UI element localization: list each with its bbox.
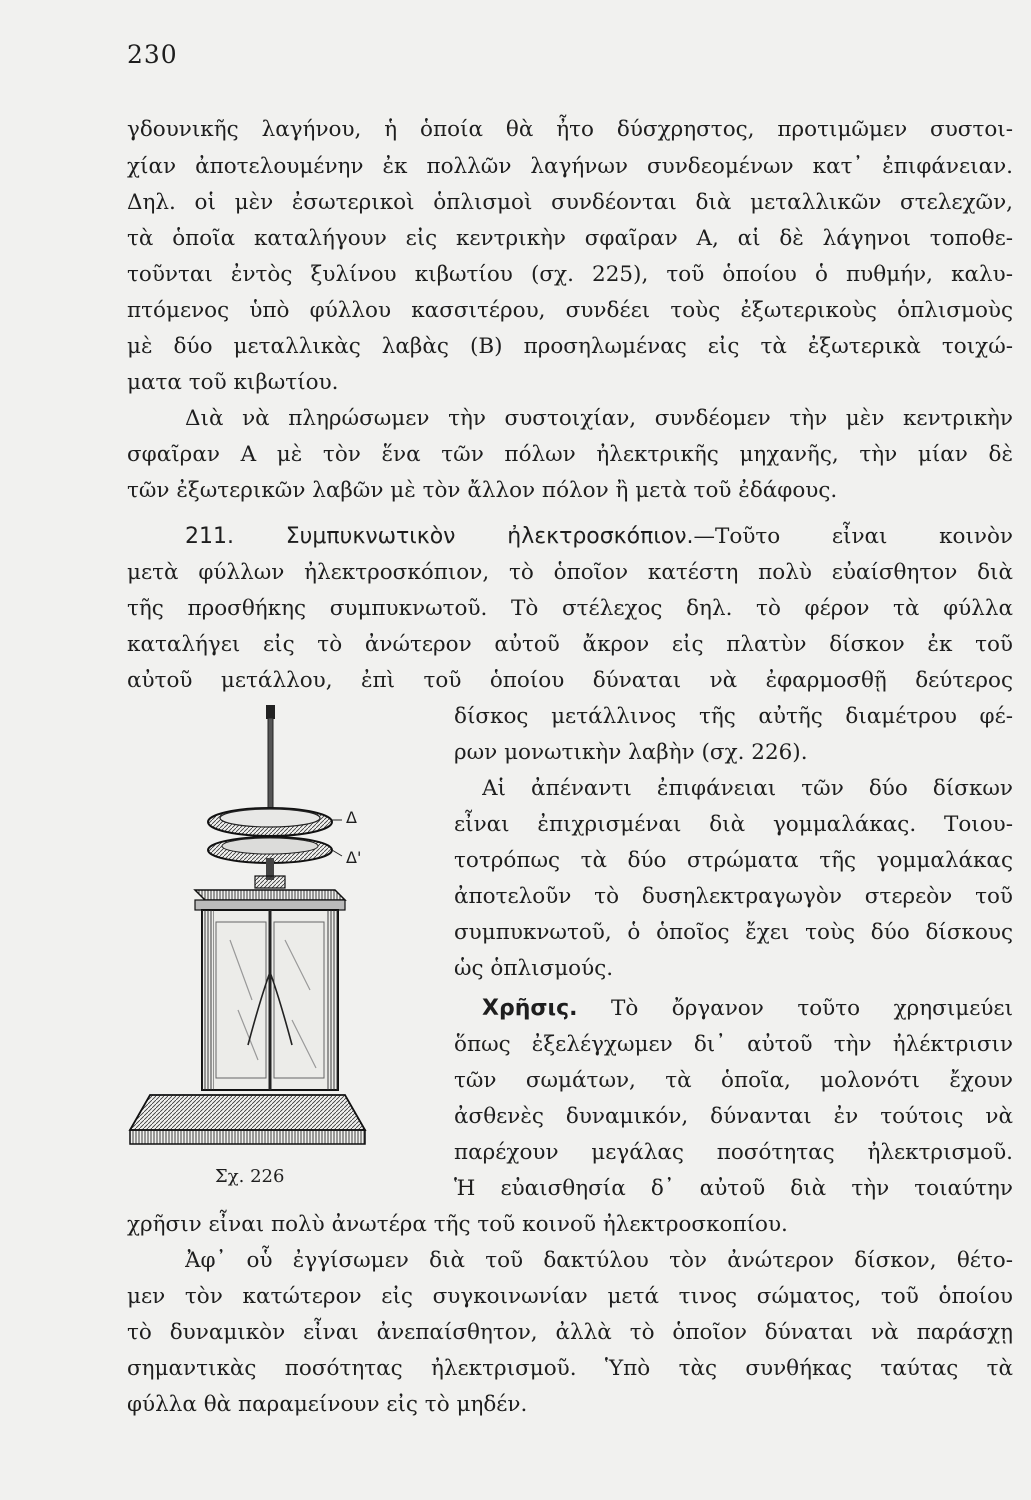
text-line: μεν τὸν κατώτερον εἰς συγκοινωνίαν μετά τινος σώματος, τοῦ ὁποίου <box>127 1284 1013 1309</box>
figure-label-upper-disc: Δ <box>346 808 357 827</box>
usage-heading-rest: Τὸ ὄργανον τοῦτο χρησιμεύει <box>577 996 1013 1021</box>
text-line: τῆς προσθήκης συμπυκνωτοῦ. Τὸ στέλεχος δηλ. τὸ φέρον τὰ φύλλα <box>127 596 1013 621</box>
text-line: τοτρόπως τὰ δύο στρώματα τῆς γομμαλάκας <box>454 848 1013 873</box>
text-line: Αἱ ἀπέναντι ἐπιφάνειαι τῶν δύο δίσκων <box>482 776 1013 801</box>
text-line: τῶν ἐξωτερικῶν λαβῶν μὲ τὸν ἄλλον πόλον ἢ μετὰ τοῦ ἐδάφους. <box>127 478 838 503</box>
text-line: ματα τοῦ κιβωτίου. <box>127 370 339 395</box>
figure-label-lower-disc: Δ' <box>346 848 362 867</box>
section-heading: 211. Συμπυκνωτικὸν ἠλεκτροσκόπιον. <box>185 524 694 549</box>
text-line: ὅπως ἐξελέγχωμεν δι᾽ αὐτοῦ τὴν ἠλέκτρισιν <box>454 1032 1013 1057</box>
text-line: σημαντικὰς ποσότητας ἠλεκτρισμοῦ. Ὑπὸ τὰς συνθήκας ταύτας τὰ <box>127 1356 1013 1381</box>
section-heading-rest: —Τοῦτο εἶναι κοινὸν <box>693 524 1013 549</box>
electroscope-illustration <box>120 700 380 1160</box>
usage-heading: Χρῆσις. <box>482 996 578 1021</box>
section-heading-line <box>185 520 1013 554</box>
text-line: τῶν σωμάτων, τὰ ὁποῖα, μολονότι ἔχουν <box>454 1068 1013 1093</box>
text-line: ἀσθενὲς δυναμικόν, δύνανται ἐν τούτοις νὰ <box>454 1104 1013 1129</box>
usage-heading-line <box>482 992 1013 1026</box>
text-line: γδουνικῆς λαγήνου, ἡ ὁποία θὰ ἦτο δύσχρηστος, προτιμῶμεν συστοι- <box>127 117 1013 142</box>
text-line: παρέχουν μεγάλας ποσότητας ἠλεκτρισμοῦ. <box>454 1140 1013 1165</box>
text-line: καταλήγει εἰς τὸ ἀνώτερον αὐτοῦ ἄκρον εἰς πλατὺν δίσκον ἐκ τοῦ <box>127 632 1013 657</box>
text-line: ἀποτελοῦν τὸ δυσηλεκτραγωγὸν στερεὸν τοῦ <box>454 884 1013 909</box>
text-line: συμπυκνωτοῦ, ὁ ὁποῖος ἔχει τοὺς δύο δίσκους <box>454 920 1013 945</box>
text-line: τοῦνται ἐντὸς ξυλίνου κιβωτίου (σχ. 225), τοῦ ὁποίου ὁ πυθμήν, καλυ- <box>127 262 1013 287</box>
text-line: Διὰ νὰ πληρώσωμεν τὴν συστοιχίαν, συνδέομεν τὴν μὲν κεντρικὴν <box>185 406 1013 431</box>
text-line: πτόμενος ὑπὸ φύλλου κασσιτέρου, συνδέει τοὺς ἐξωτερικοὺς ὁπλισμοὺς <box>127 298 1013 323</box>
text-line: μετὰ φύλλων ἠλεκτροσκόπιον, τὸ ὁποῖον κατέστη πολὺ εὐαίσθητον διὰ <box>127 560 1013 585</box>
page-number: 230 <box>127 40 178 69</box>
text-line: ὡς ὁπλισμούς. <box>454 956 614 981</box>
text-line: Δηλ. οἱ μὲν ἐσωτερικοὶ ὁπλισμοὶ συνδέονται διὰ μεταλλικῶν στελεχῶν, <box>127 190 1013 215</box>
figure-caption: Σχ. 226 <box>215 1166 285 1187</box>
text-line: αὐτοῦ μετάλλου, ἐπὶ τοῦ ὁποίου δύναται νὰ ἐφαρμοσθῇ δεύτερος <box>127 668 1013 693</box>
text-line: φύλλα θὰ παραμείνουν εἰς τὸ μηδέν. <box>127 1392 528 1417</box>
text-line: δίσκος μετάλλινος τῆς αὐτῆς διαμέτρου φέ- <box>454 704 1013 729</box>
text-line: χίαν ἀποτελουμένην ἐκ πολλῶν λαγήνων συνδεομένων κατ᾽ ἐπιφάνειαν. <box>127 154 1013 179</box>
figure-226 <box>120 700 380 1160</box>
text-line: τὸ δυναμικὸν εἶναι ἀνεπαίσθητον, ἀλλὰ τὸ ὁποῖον δύναται νὰ παράσχῃ <box>127 1320 1013 1345</box>
text-line: μὲ δύο μεταλλικὰς λαβὰς (Β) προσηλωμένας εἰς τὰ ἐξωτερικὰ τοιχώ- <box>127 334 1013 359</box>
text-line: Ἀφ᾽ οὗ ἐγγίσωμεν διὰ τοῦ δακτύλου τὸν ἀνώτερον δίσκον, θέτο- <box>185 1248 1013 1273</box>
text-line: ρων μονωτικὴν λαβὴν (σχ. 226). <box>454 740 808 765</box>
text-line: Ἡ εὐαισθησία δ᾽ αὐτοῦ διὰ τὴν τοιαύτην <box>454 1176 1013 1201</box>
text-line: εἶναι ἐπιχρισμέναι διὰ γομμαλάκας. Τοιου- <box>454 812 1013 837</box>
text-line: χρῆσιν εἶναι πολὺ ἀνωτέρα τῆς τοῦ κοινοῦ ἠλεκτροσκοπίου. <box>127 1212 788 1237</box>
text-line: τὰ ὁποῖα καταλήγουν εἰς κεντρικὴν σφαῖραν Α, αἱ δὲ λάγηνοι τοποθε- <box>127 226 1013 251</box>
text-line: σφαῖραν Α μὲ τὸν ἕνα τῶν πόλων ἠλεκτρικῆς μηχανῆς, τὴν μίαν δὲ <box>127 442 1013 467</box>
